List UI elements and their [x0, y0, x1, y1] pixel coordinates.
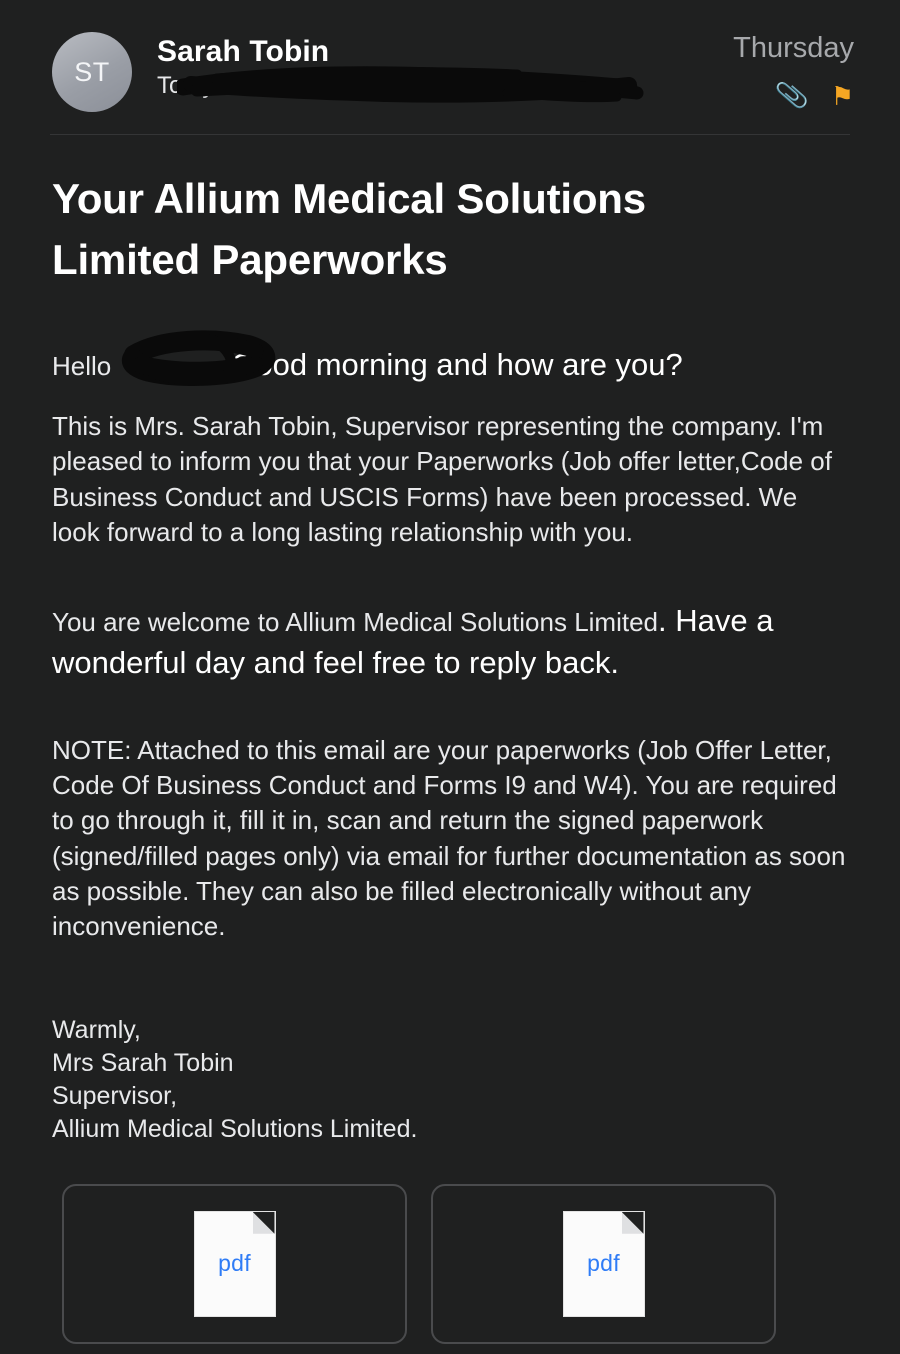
email-date: Thursday	[733, 32, 854, 64]
greeting-question: Good morning and how are you?	[231, 346, 683, 382]
paragraph-intro: This is Mrs. Sarah Tobin, Supervisor representing the company. I'm pleased to inform you that your Paperworks (Job offer letter,Code of Business Conduct and USCIS Forms) have been processed. We look forward to a long lasting relationship with you.	[52, 410, 832, 547]
greeting-hello: Hello	[52, 350, 112, 381]
signature-company: Allium Medical Solutions Limited.	[52, 1115, 418, 1144]
paragraph-welcome	[52, 600, 850, 684]
signature-block	[52, 1015, 850, 1146]
email-body	[0, 135, 900, 1344]
paperclip-icon: 📎	[774, 77, 811, 113]
flag-icon[interactable]: ⚑	[830, 80, 854, 111]
email-header	[0, 0, 900, 112]
attachment-list	[52, 1184, 850, 1344]
signature-name: Mrs Sarah Tobin	[52, 1048, 234, 1077]
sender-name[interactable]: Sarah Tobin	[157, 35, 330, 68]
pdf-file-icon	[195, 1212, 275, 1316]
avatar-initials: ST	[74, 56, 110, 87]
pdf-file-icon	[564, 1212, 644, 1316]
header-right	[733, 34, 854, 111]
welcome-lead: You are welcome to Allium Medical Solutions Limited	[52, 607, 659, 638]
paragraph-note: NOTE: Attached to this email are your paperworks (Job Offer Letter, Code Of Business Conduct and Forms I9 and W4). You are required to go through it, fill it in, scan and return the signed paperwork (signed/filled pages only) via email for further documentation as soon as possible. They can also be filled electronically without any inconvenience.	[52, 734, 846, 942]
greeting-line	[52, 347, 850, 383]
attachment-card[interactable]	[62, 1184, 407, 1344]
attachment-type-label: pdf	[218, 1250, 251, 1277]
page-title: Your Allium Medical Solutions Limited Paperworks	[52, 175, 646, 283]
signature-closing: Warmly,	[52, 1015, 141, 1044]
to-label: To:	[157, 71, 190, 99]
attachment-type-label: pdf	[587, 1250, 620, 1277]
welcome-emphasis: . Have a wonderful day and feel free to reply back.	[52, 603, 774, 681]
signature-title: Supervisor,	[52, 1082, 178, 1111]
avatar[interactable]	[52, 32, 132, 112]
to-address: tylerdrake01@gmail.com	[195, 71, 462, 99]
attachment-card[interactable]	[431, 1184, 776, 1344]
header-icon-row	[733, 77, 854, 113]
